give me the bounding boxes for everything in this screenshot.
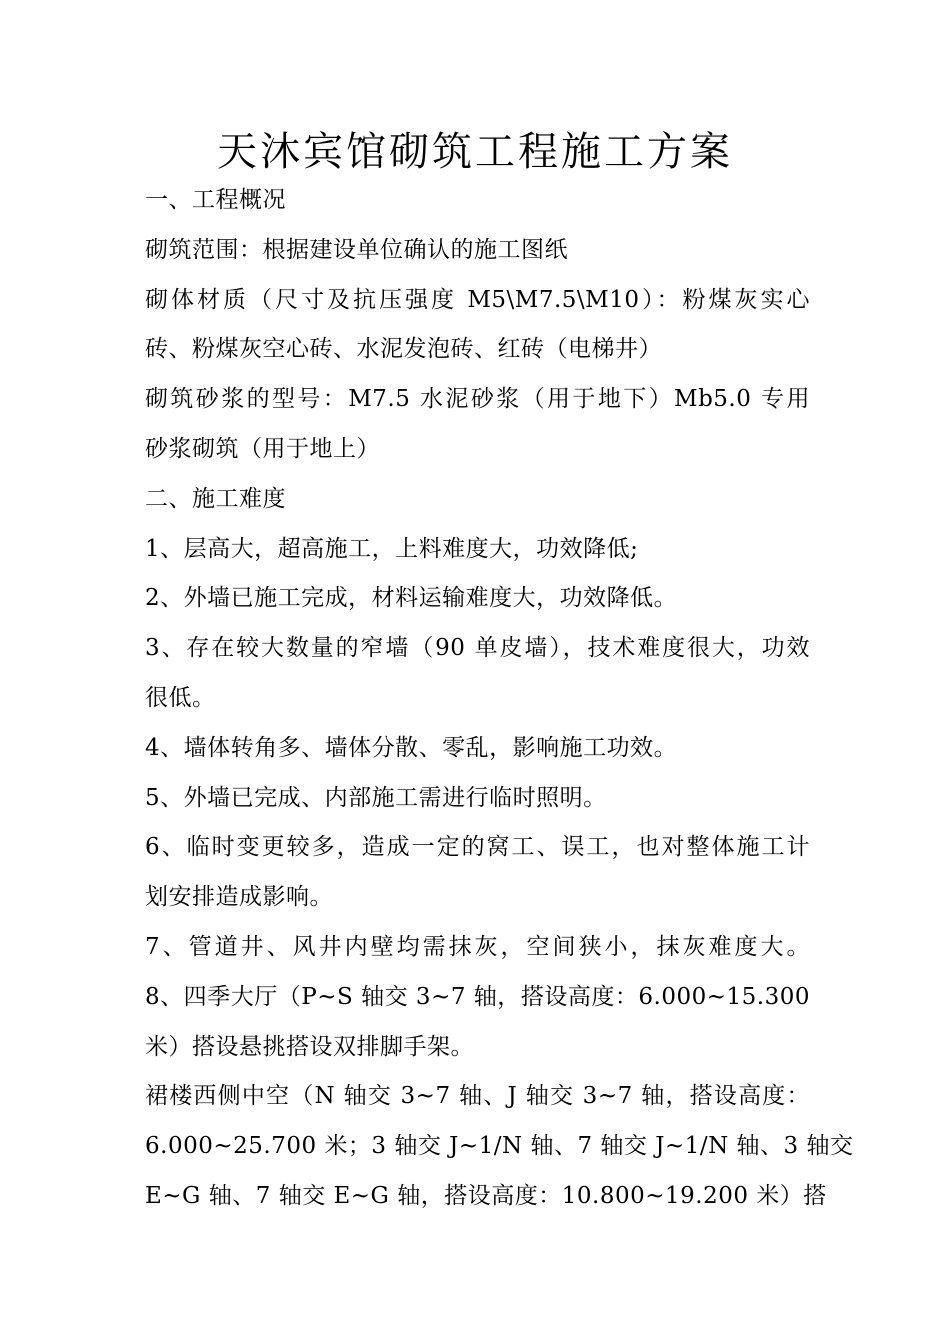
- text-line: 划安排造成影响。: [145, 884, 333, 911]
- text-line: 砂浆砌筑（用于地上）: [145, 435, 380, 462]
- text-line: 7、管道井、风井内壁均需抹灰，空间狭小，抹灰难度大。: [145, 933, 810, 960]
- text-line: 8、四季大厅（P~S 轴交 3~7 轴，搭设高度：6.000~15.300: [145, 983, 810, 1010]
- text-line: 6、临时变更较多，造成一定的窝工、误工，也对整体施工计: [145, 834, 810, 861]
- text-line: 4、墙体转角多、墙体分散、零乱，影响施工功效。: [145, 734, 678, 761]
- text-line: 6.000~25.700 米；3 轴交 J~1/N 轴、7 轴交 J~1/N 轴、3 轴交: [145, 1133, 854, 1160]
- text-line: 5、外墙已完成、内部施工需进行临时照明。: [145, 784, 607, 811]
- text-line: 砌筑砂浆的型号：M7.5 水泥砂浆（用于地下）Mb5.0 专用: [145, 386, 810, 413]
- text-line: 2、外墙已施工完成，材料运输难度大，功效降低。: [145, 585, 678, 612]
- text-line: 3、存在较大数量的窄墙（90 单皮墙），技术难度很大，功效: [145, 635, 810, 662]
- text-line: 一、工程概况: [145, 187, 286, 213]
- text-line: 二、施工难度: [145, 485, 286, 512]
- text-line: 砌体材质（尺寸及抗压强度 M5\M7.5\M10）：粉煤灰实心: [145, 286, 810, 313]
- text-line: 米）搭设悬挑搭设双排脚手架。: [145, 1033, 474, 1060]
- text-line: 砌筑范围：根据建设单位确认的施工图纸: [145, 236, 568, 263]
- document-title: 天沐宾馆砌筑工程施工方案: [217, 129, 733, 175]
- text-line: 裙楼西侧中空（N 轴交 3~7 轴、J 轴交 3~7 轴，搭设高度：: [145, 1083, 810, 1110]
- text-line: 砖、粉煤灰空心砖、水泥发泡砖、红砖（电梯井）: [145, 336, 662, 363]
- document-body: [145, 176, 854, 1222]
- text-line: 1、层高大，超高施工，上料难度大，功效降低;: [145, 535, 639, 562]
- text-line: 很低。: [145, 684, 216, 711]
- text-line: E~G 轴、7 轴交 E~G 轴，搭设高度：10.800~19.200 米）搭: [145, 1182, 827, 1209]
